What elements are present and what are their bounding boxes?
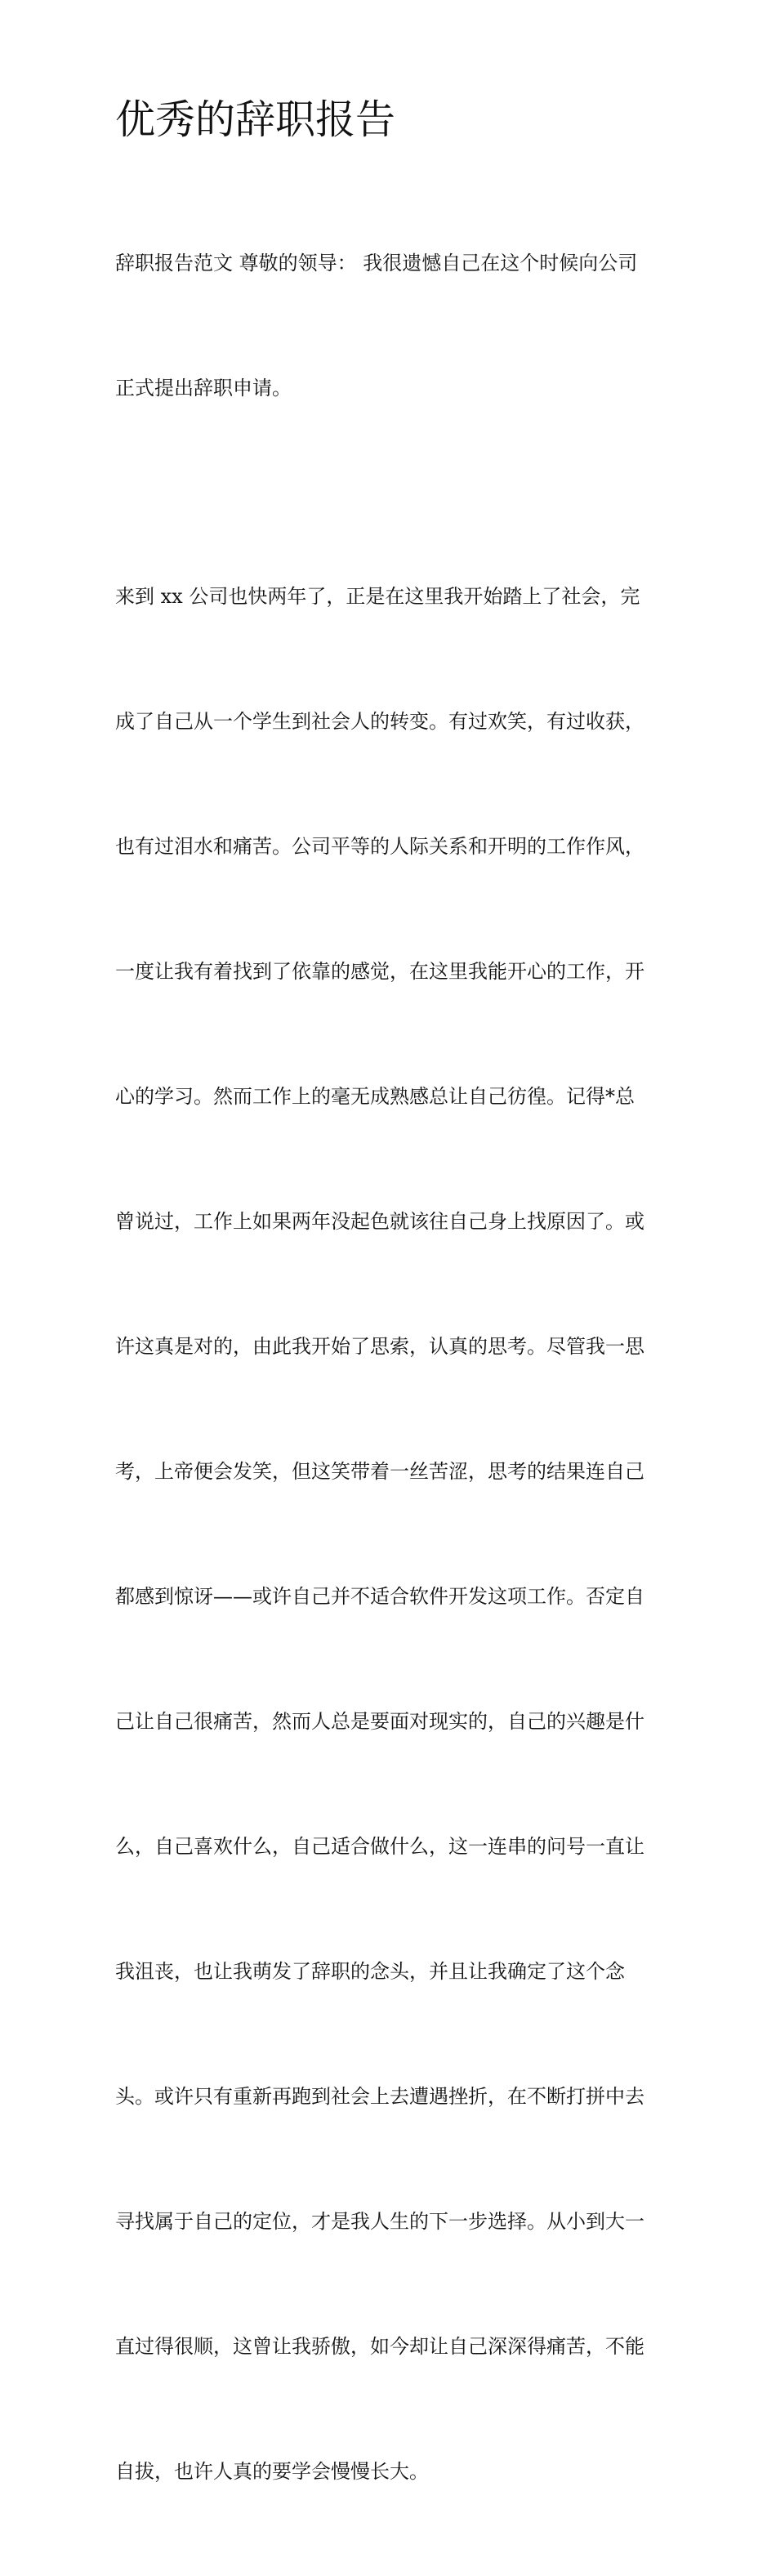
paragraph-main	[115, 493, 664, 2576]
document-body	[115, 92, 664, 2576]
text-line: 考，上帝便会发笑，但这笑带着一丝苦涩，思考的结果连自己	[115, 1460, 644, 1483]
text-line: 一度让我有着找到了依靠的感觉，在这里我能开心的工作，开	[115, 960, 644, 983]
text-line: 么，自己喜欢什么，自己适合做什么，这一连串的问号一直让	[115, 1835, 644, 1858]
text-line: 心的学习。然而工作上的毫无成熟感总让自己彷徨。记得*总	[115, 1085, 635, 1108]
text-line: 也有过泪水和痛苦。公司平等的人际关系和开明的工作作风，	[115, 835, 644, 858]
text-line: 许这真是对的，由此我开始了思索，认真的思考。尽管我一思	[115, 1335, 644, 1358]
text-line: 辞职报告范文 尊敬的领导： 我很遗憾自己在这个时候向公司	[115, 252, 638, 275]
text-line: 寻找属于自己的定位，才是我人生的下一步选择。从小到大一	[115, 2210, 644, 2233]
text-line: 直过得很顺，这曾让我骄傲，如今却让自己深深得痛苦，不能	[115, 2335, 644, 2358]
text-line: 曾说过，工作上如果两年没起色就该往自己身上找原因了。或	[115, 1210, 644, 1233]
text-line: 都感到惊讶——或许自己并不适合软件开发这项工作。否定自	[115, 1585, 644, 1608]
text-line: 自拔，也许人真的要学会慢慢长大。	[115, 2460, 429, 2483]
text-line: 己让自己很痛苦，然而人总是要面对现实的，自己的兴趣是什	[115, 1710, 644, 1733]
text-line: 成了自己从一个学生到社会人的转变。有过欢笑，有过收获，	[115, 710, 644, 733]
text-line: 正式提出辞职申请。	[115, 377, 292, 400]
document-title: 优秀的辞职报告	[115, 96, 396, 143]
text-line: 头。或许只有重新再跑到社会上去遭遇挫折，在不断打拼中去	[115, 2085, 644, 2108]
text-line: 我沮丧，也让我萌发了辞职的念头，并且让我确定了这个念	[115, 1960, 625, 1983]
paragraph-intro	[115, 159, 664, 493]
text-line: 来到 xx 公司也快两年了，正是在这里我开始踏上了社会，完	[115, 585, 640, 608]
